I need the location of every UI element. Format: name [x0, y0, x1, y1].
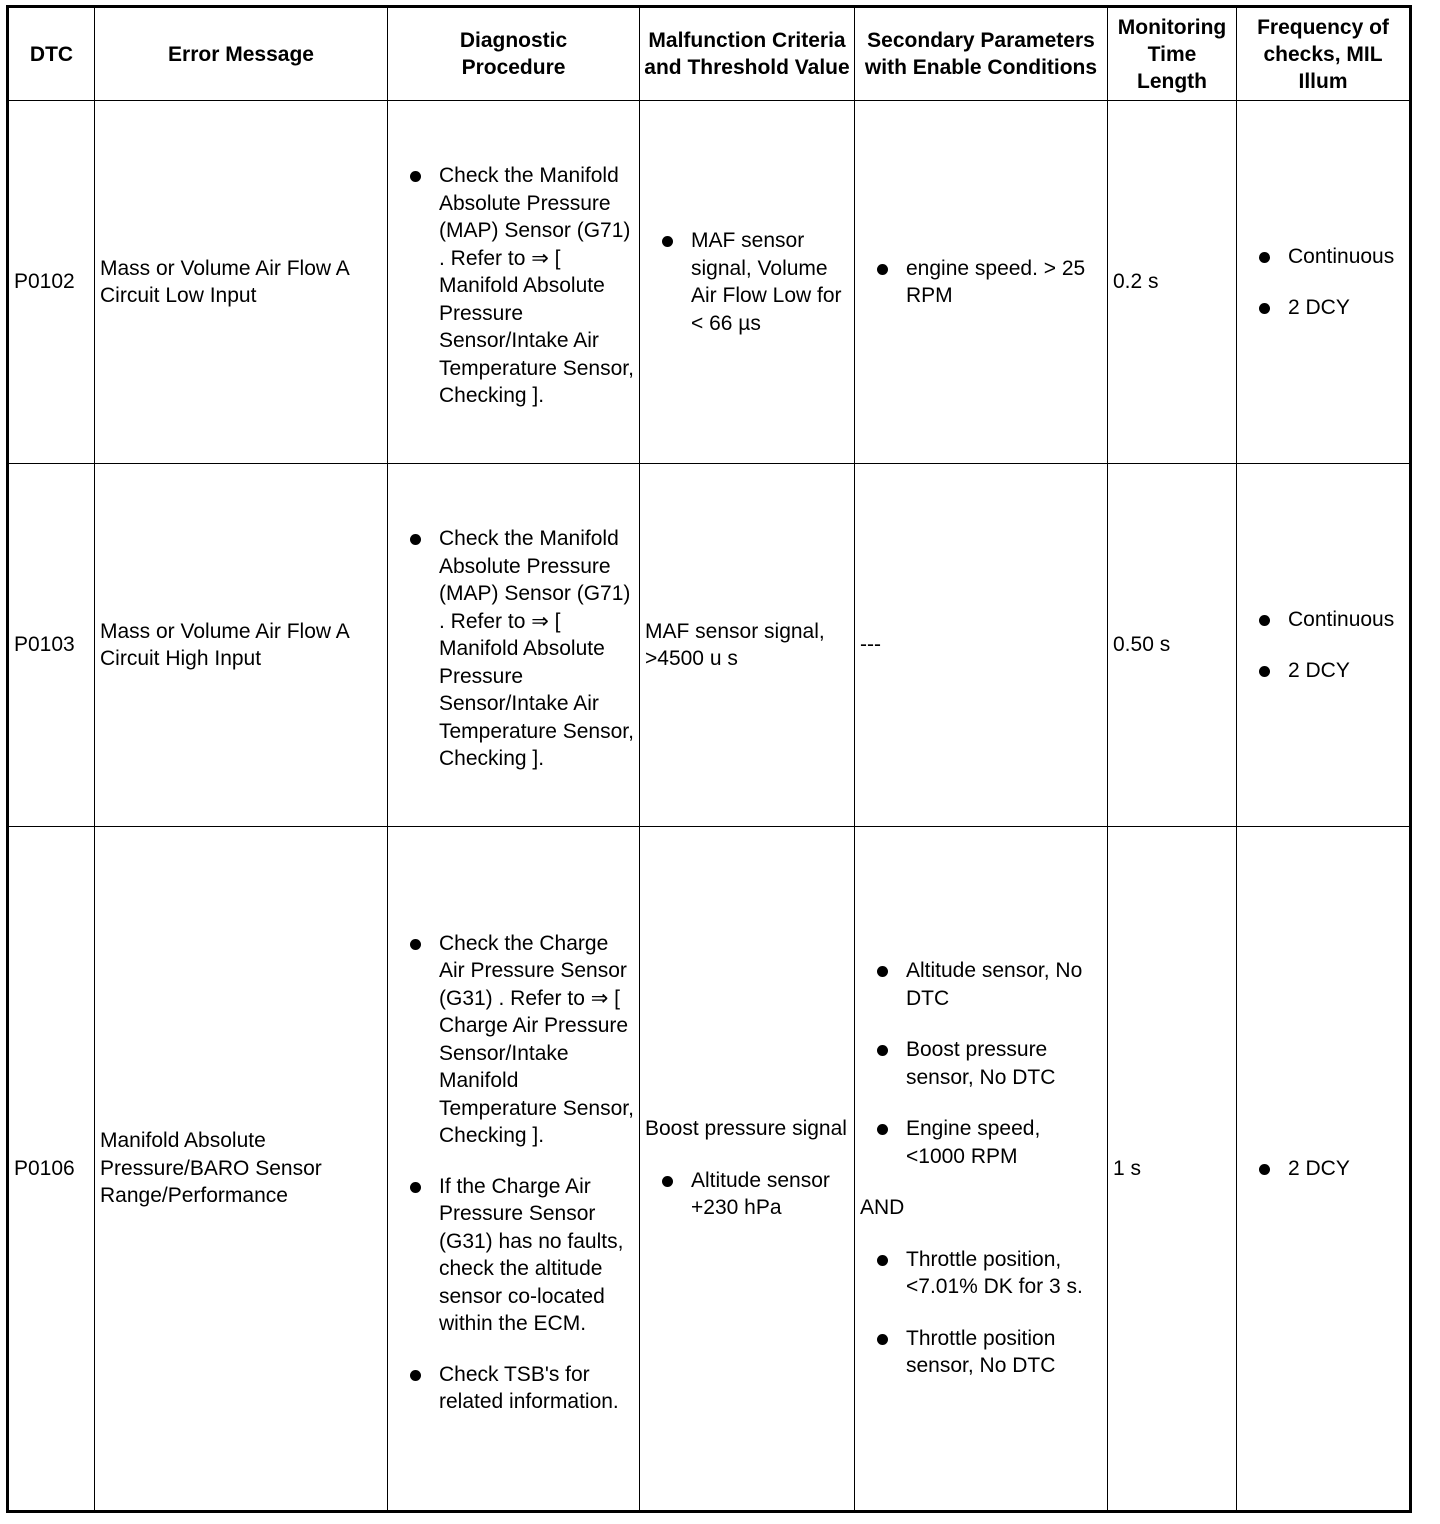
- criteria-list: [645, 227, 849, 337]
- header-dtc: DTC: [8, 7, 95, 101]
- criteria-item: MAF sensor signal, Volume Air Flow Low for < 66 µs: [645, 227, 849, 337]
- malfunction-criteria: [640, 827, 855, 1512]
- secondary-item: Throttle position, <7.01% DK for 3 s.: [860, 1246, 1102, 1301]
- malfunction-criteria: MAF sensor signal, >4500 u s: [640, 464, 855, 827]
- secondary-item: Altitude sensor, No DTC: [860, 957, 1102, 1012]
- dtc-table: [6, 5, 1412, 1513]
- secondary-item: Throttle position sensor, No DTC: [860, 1325, 1102, 1380]
- dtc-code: P0103: [8, 464, 95, 827]
- frequency-list: [1242, 243, 1404, 322]
- secondary-item: engine speed. > 25 RPM: [860, 255, 1102, 310]
- procedure-item: Check the Manifold Absolute Pressure (MAP) Sensor (G71) . Refer to ⇒ [ Manifold Absolute Pressure Sensor/Intake Air Temperature Sensor, Checking ].: [393, 162, 634, 410]
- monitoring-time: 1 s: [1108, 827, 1237, 1512]
- frequency-list: [1242, 1155, 1404, 1183]
- diagnostic-procedure: [388, 464, 640, 827]
- header-diagnostic-procedure: Diagnostic Procedure: [388, 7, 640, 101]
- procedure-list: [393, 930, 634, 1416]
- dtc-code: P0106: [8, 827, 95, 1512]
- error-message: Mass or Volume Air Flow A Circuit High Input: [95, 464, 388, 827]
- criteria-text: Boost pressure signal: [645, 1117, 847, 1141]
- criteria-list: [645, 1167, 849, 1222]
- table-row: [8, 464, 1411, 827]
- diagnostic-procedure: [388, 827, 640, 1512]
- procedure-item: Check TSB's for related information.: [393, 1361, 634, 1416]
- table-row: [8, 101, 1411, 464]
- monitoring-time: 0.50 s: [1108, 464, 1237, 827]
- table-row: [8, 827, 1411, 1512]
- procedure-list: [393, 525, 634, 773]
- dtc-code: P0102: [8, 101, 95, 464]
- frequency: [1237, 827, 1411, 1512]
- malfunction-criteria: [640, 101, 855, 464]
- secondary-item: Boost pressure sensor, No DTC: [860, 1036, 1102, 1091]
- header-error-message: Error Message: [95, 7, 388, 101]
- error-message: Manifold Absolute Pressure/BARO Sensor Range/Performance: [95, 827, 388, 1512]
- secondary-parameters: [855, 827, 1108, 1512]
- dtc-document: [6, 5, 1412, 1513]
- secondary-list: [860, 255, 1102, 310]
- criteria-item: Altitude sensor +230 hPa: [645, 1167, 849, 1222]
- frequency-item: Continuous: [1242, 606, 1404, 634]
- frequency: [1237, 464, 1411, 827]
- monitoring-time: 0.2 s: [1108, 101, 1237, 464]
- frequency-item: 2 DCY: [1242, 657, 1404, 685]
- procedure-list: [393, 162, 634, 410]
- frequency-item: 2 DCY: [1242, 1155, 1404, 1183]
- frequency-list: [1242, 606, 1404, 685]
- procedure-item: If the Charge Air Pressure Sensor (G31) has no faults, check the altitude sensor co-located within the ECM.: [393, 1173, 634, 1338]
- header-monitoring-time: Monitoring Time Length: [1108, 7, 1237, 101]
- secondary-list: [860, 957, 1102, 1170]
- secondary-item: Engine speed, <1000 RPM: [860, 1115, 1102, 1170]
- header-malfunction-criteria: Malfunction Criteria and Threshold Value: [640, 7, 855, 101]
- frequency-item: 2 DCY: [1242, 294, 1404, 322]
- secondary-parameters: [855, 101, 1108, 464]
- frequency: [1237, 101, 1411, 464]
- procedure-item: Check the Manifold Absolute Pressure (MAP) Sensor (G71) . Refer to ⇒ [ Manifold Absolute Pressure Sensor/Intake Air Temperature Sensor, Checking ].: [393, 525, 634, 773]
- secondary-parameters: ---: [855, 464, 1108, 827]
- header-frequency: Frequency of checks, MIL Illum: [1237, 7, 1411, 101]
- frequency-item: Continuous: [1242, 243, 1404, 271]
- secondary-list: [860, 1246, 1102, 1380]
- procedure-item: Check the Charge Air Pressure Sensor (G31) . Refer to ⇒ [ Charge Air Pressure Sensor/Intake Manifold Temperature Sensor, Checking ].: [393, 930, 634, 1150]
- and-connector: AND: [860, 1196, 905, 1220]
- diagnostic-procedure: [388, 101, 640, 464]
- error-message: Mass or Volume Air Flow A Circuit Low Input: [95, 101, 388, 464]
- header-row: [8, 7, 1411, 101]
- header-secondary-parameters: Secondary Parameters with Enable Conditions: [855, 7, 1108, 101]
